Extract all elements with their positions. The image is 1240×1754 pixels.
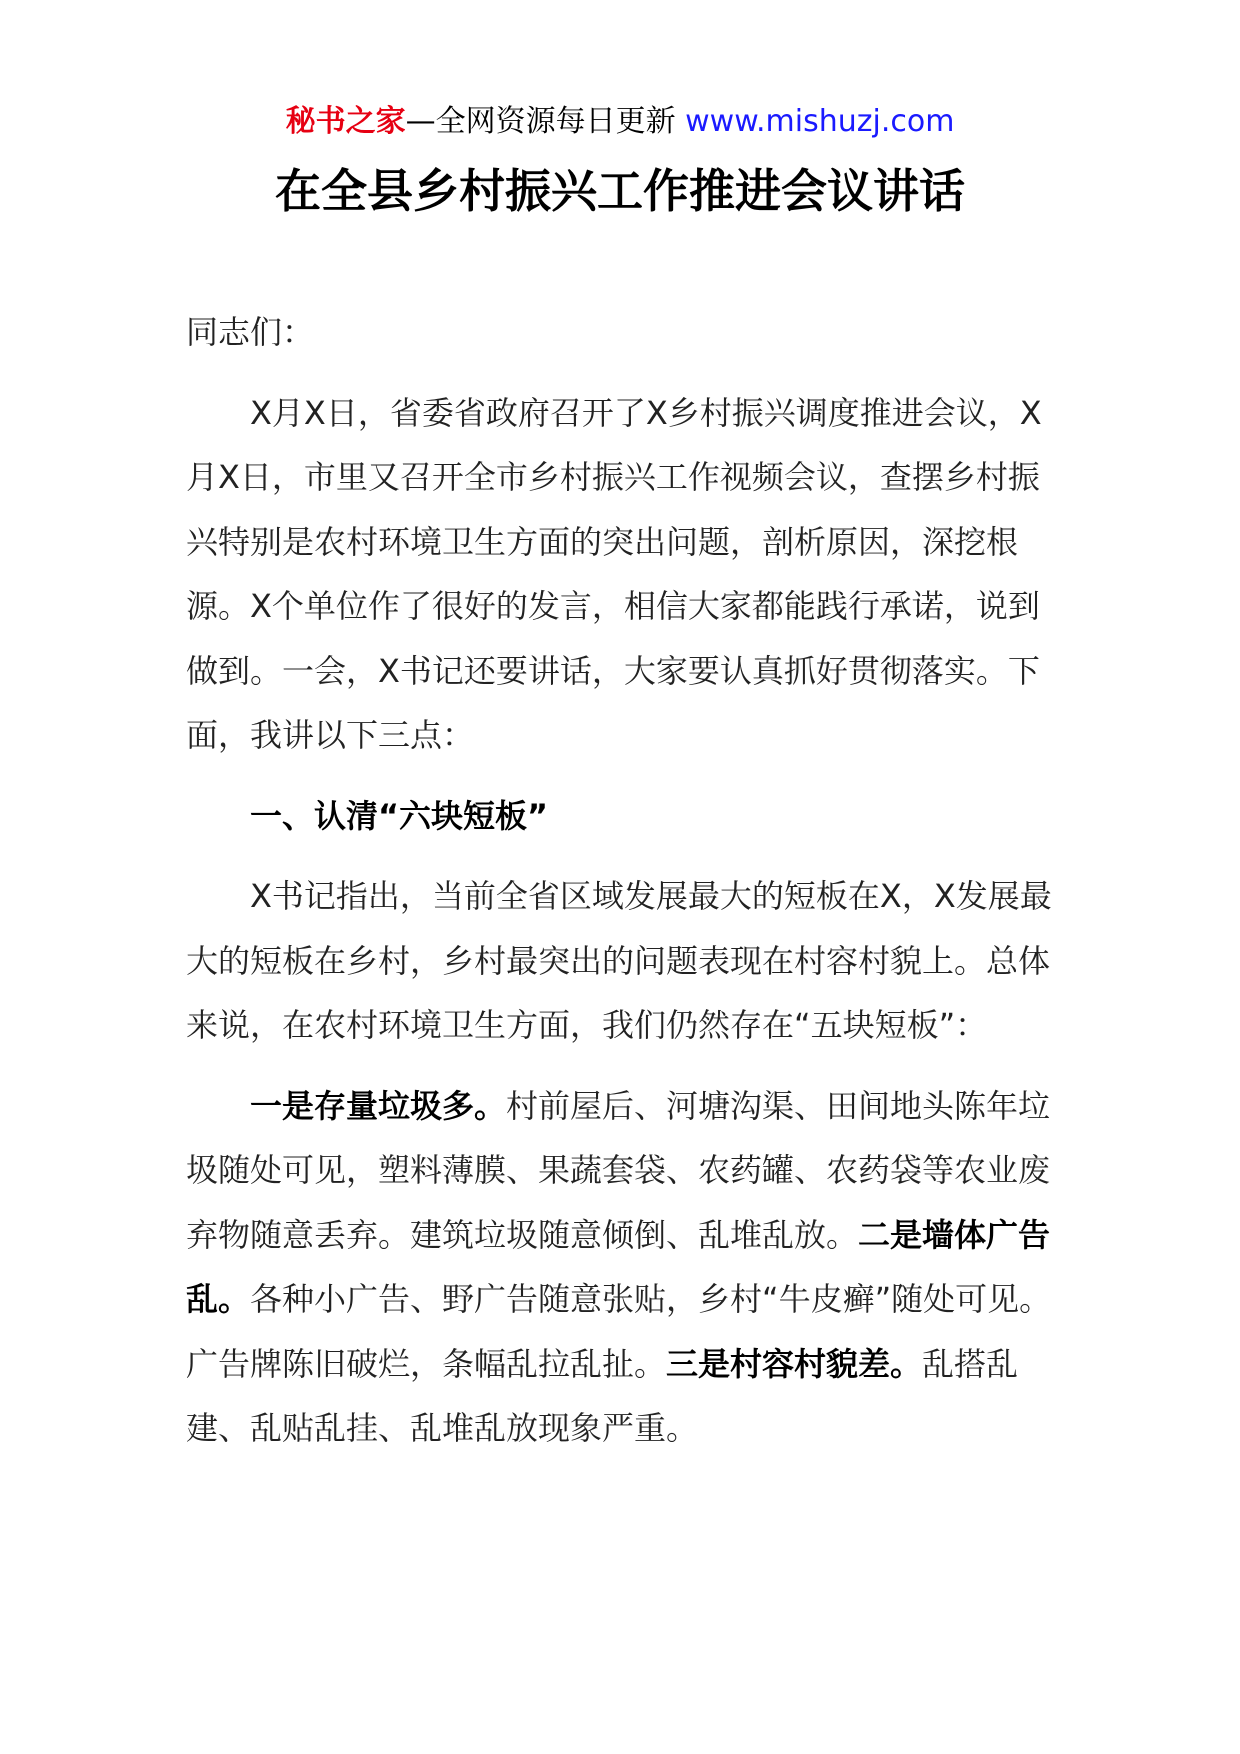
salutation: 同志们：	[186, 313, 315, 351]
document-body	[186, 300, 1058, 1461]
point-1-label: 一是存量垃圾多。	[250, 1086, 507, 1125]
site-brand: 秘书之家	[285, 104, 406, 139]
intro-paragraph: X月X日，省委省政府召开了X乡村振兴调度推进会议，X月X日，市里又召开全市乡村振兴工作视频会议，查摆乡村振兴特别是农村环境卫生方面的突出问题，剖析原因，深挖根源。X个单位作了很好的发言，相信大家都能践行承诺，说到做到。一会，X书记还要讲话，大家要认真抓好贯彻落实。下面，我讲以下三点：	[186, 393, 1042, 754]
document-title: 在全县乡村振兴工作推进会议讲话	[275, 164, 965, 218]
section-heading-1: 一、认清“六块短板”	[250, 796, 549, 835]
point-1-text: 村前屋后、河塘沟渠、田间地头陈年垃圾随处可见，塑料薄膜、果蔬套袋、农药罐、农药袋等农业废弃物随意丢弃。建筑垃圾随意倾倒、乱堆乱放。	[186, 1086, 1051, 1254]
point-3-label: 三是村容村貌差。	[666, 1344, 923, 1383]
site-tagline: —全网资源每日更新	[405, 104, 676, 139]
point-2-text: 各种小广告、野广告随意张贴，乡村“牛皮癣”随处可见。广告牌陈旧破烂，条幅乱拉乱扯。	[186, 1280, 1052, 1383]
section-1-paragraph: X书记指出，当前全省区域发展最大的短板在X，X发展最大的短板在乡村，乡村最突出的问题表现在村容村貌上。总体来说，在农村环境卫生方面，我们仍然存在“五块短板”：	[186, 877, 1052, 1044]
point-3-text: 乱搭乱建、乱贴乱挂、乱堆乱放现象严重。	[186, 1344, 1019, 1447]
point-2-label: 二是墙体广告乱。	[186, 1215, 1051, 1318]
site-url[interactable]: www.mishuzj.com	[685, 104, 955, 139]
section-1-points-paragraph	[186, 1074, 1058, 1461]
site-header	[0, 100, 1240, 144]
